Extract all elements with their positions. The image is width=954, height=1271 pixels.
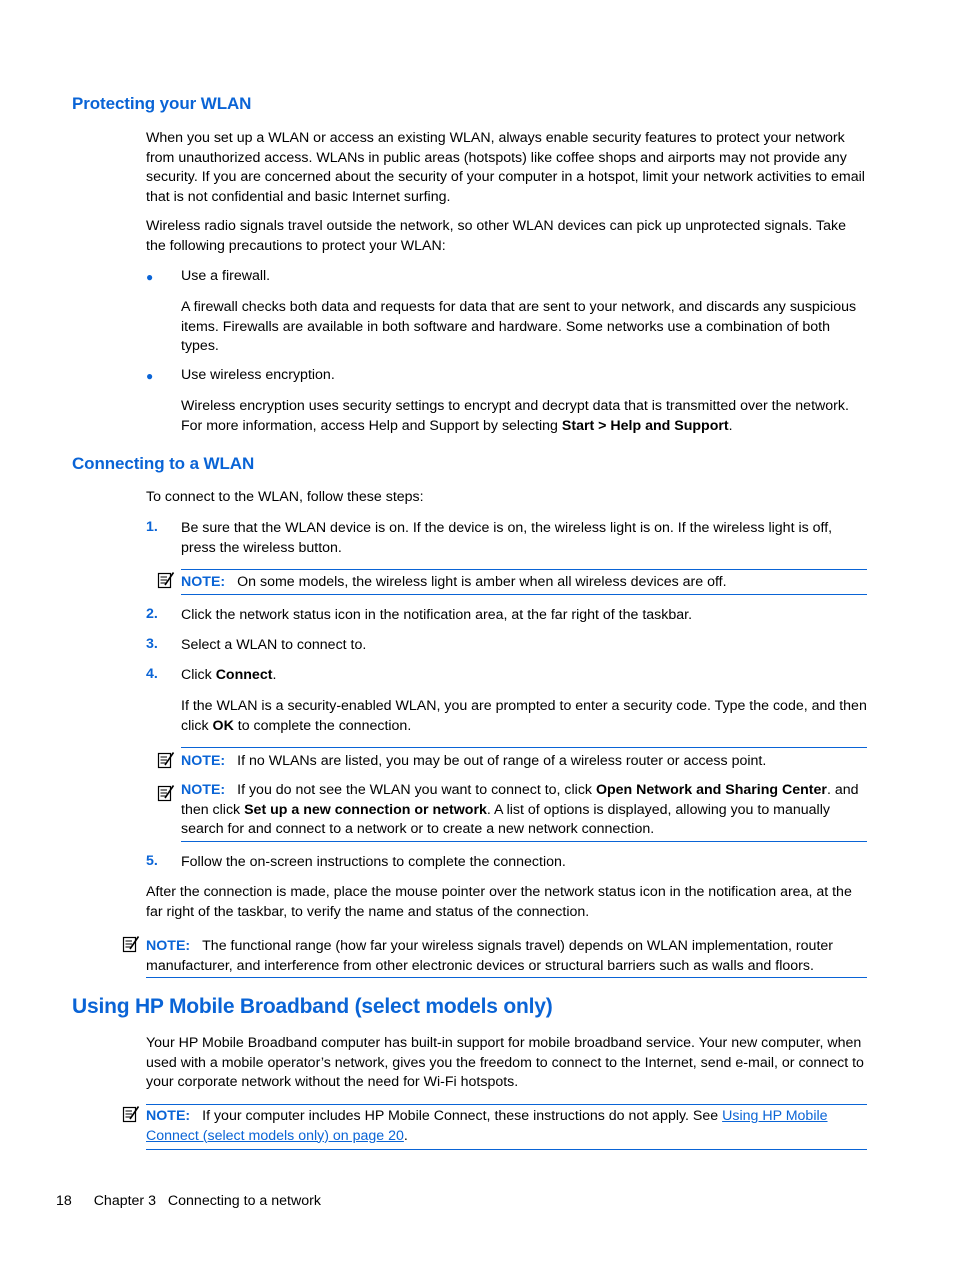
page-number: 18 (56, 1193, 72, 1209)
note-box: NOTE: If your computer includes HP Mobile Connect, these instructions do not apply. See Using HP Mobile Connect (select models only) on page 20. (146, 1104, 867, 1150)
note-text: The functional range (how far your wireless signals travel) depends on WLAN implementation, router manufacturer, and interference from other electronic devices or structural barriers such as walls and floors. (146, 938, 833, 974)
step-number: 1. (146, 519, 158, 535)
note-box (181, 747, 867, 774)
cross-reference-link[interactable]: Using HP Mobile Connect (select models only) on page 20 (146, 1108, 828, 1144)
paragraph: When you set up a WLAN or access an existing WLAN, always enable security features to protect your network from unauthorized access. WLANs in public areas (hotspots) like coffee shops and airports may not provide any security. If you are concerned about the security of your computer in a hotspot, limit your network activities to email that is not confidential and basic Internet surfing. (146, 130, 865, 205)
step-number: 3. (146, 636, 158, 652)
step-text: Be sure that the WLAN device is on. If the device is on, the wireless light is on. If the wireless light is off, press the wireless button. (181, 520, 833, 556)
list-item-detail: A firewall checks both data and requests for data that are sent to your network, and discards any suspicious items. Firewalls are available in both software and hardware. Some networks use a combination of both types. (181, 299, 857, 354)
note-icon (157, 751, 175, 769)
note-label: NOTE: (181, 574, 226, 590)
bullet-icon: ● (146, 270, 154, 284)
note-icon (157, 784, 175, 802)
note-box (146, 933, 867, 978)
paragraph: To connect to the WLAN, follow these steps: (146, 489, 424, 505)
list-item: Use a firewall. (181, 268, 271, 284)
section-heading-protecting: Protecting your WLAN (72, 94, 252, 113)
step-detail: If the WLAN is a security-enabled WLAN, you are prompted to enter a security code. Type the code, and then click OK to complete the connection. (181, 698, 867, 734)
list-item-detail: Wireless encryption uses security settings to encrypt and decrypt data that is transmitted over the network. For more information, access Help and Support by selecting Start > Help and Support. (181, 398, 849, 434)
step-text: Select a WLAN to connect to. (181, 637, 367, 653)
section-heading-broadband: Using HP Mobile Broadband (select models only) (72, 995, 553, 1018)
note-box: NOTE: If you do not see the WLAN you want to connect to, click Open Network and Sharing Center. and then click Set up a new connection or network. A list of options is displayed, allowing you to manually search for and connect to a network or to create a new network connection. (181, 780, 867, 842)
paragraph: After the connection is made, place the mouse pointer over the network status icon in the notification area, at the far right of the taskbar, to verify the name and status of the connection. (146, 884, 852, 920)
paragraph: Your HP Mobile Broadband computer has built-in support for mobile broadband service. Your new computer, when used with a mobile operator’s network, gives you the freedom to connect to the Internet, send e-mail, or connect to your corporate network without the need for Wi-Fi hotspots. (146, 1035, 864, 1090)
note-icon (122, 1105, 140, 1123)
note-text: On some models, the wireless light is amber when all wireless devices are off. (237, 574, 727, 590)
note-label: NOTE: (181, 782, 226, 798)
step-text: Click the network status icon in the notification area, at the far right of the taskbar. (181, 607, 693, 623)
step-number: 5. (146, 853, 158, 869)
step-number: 4. (146, 666, 158, 682)
section-heading-connecting: Connecting to a WLAN (72, 454, 255, 473)
chapter-title: Connecting to a network (167, 1193, 321, 1209)
note-label: NOTE: (146, 1108, 191, 1124)
note-text: If no WLANs are listed, you may be out of range of a wireless router or access point. (237, 753, 767, 769)
step-text: Click Connect. (181, 667, 277, 683)
menu-path: Start > Help and Support (561, 417, 729, 434)
list-item: Use wireless encryption. (181, 367, 335, 383)
note-icon (157, 571, 175, 589)
chapter-label: Chapter 3 (93, 1193, 156, 1209)
note-icon (122, 935, 140, 953)
paragraph: Wireless radio signals travel outside the network, so other WLAN devices can pick up unprotected signals. Take the following precautions to protect your WLAN: (146, 218, 847, 254)
note-label: NOTE: (181, 753, 226, 769)
step-text: Follow the on-screen instructions to complete the connection. (181, 854, 566, 870)
note-label: NOTE: (146, 938, 191, 954)
step-number: 2. (146, 606, 158, 622)
page-footer (56, 1193, 321, 1209)
note-box (181, 569, 867, 595)
bullet-icon: ● (146, 369, 154, 383)
